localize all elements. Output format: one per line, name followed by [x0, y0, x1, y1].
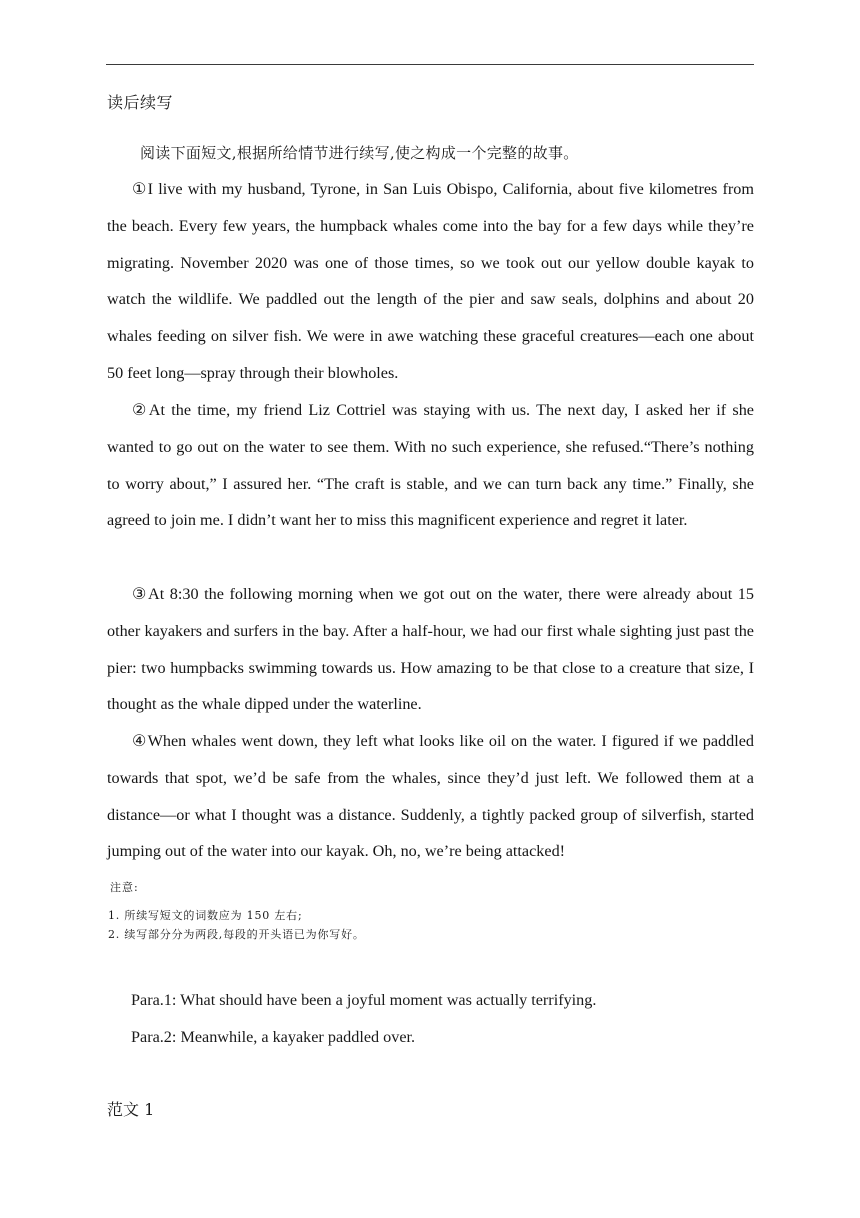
notes-label: 注意:	[110, 881, 139, 894]
story-paragraph-1: ①I live with my husband, Tyrone, in San Luis Obispo, California, about five kilometres from the beach. Every few years, the humpback whales come into the bay for a few days while they’re migrating. November 2020 was one of those times, so we took out our yellow double kayak to watch the wildlife. We paddled out the length of the pier and saw seals, dolphins and about 20 whales feeding on silver fish. We were in awe watching these graceful creatures—each one about 50 feet long—spray through their blowholes.	[107, 180, 754, 382]
story-paragraph-2: ②At the time, my friend Liz Cottriel was staying with us. The next day, I asked her if she wanted to go out on the water to see them. With no such experience, she refused.“There’s nothing to worry about,” I assured her. “The craft is stable, and we can turn back any time.” Finally, she agreed to join me. I didn’t want her to miss this magnificent experience and regret it later.	[107, 401, 754, 530]
sample-essay-title: 范文 1	[107, 1100, 155, 1119]
paragraph-1-opening: Para.1: What should have been a joyful moment was actually terrifying.	[131, 991, 597, 1009]
paragraph-2-opening: Para.2: Meanwhile, a kayaker paddled over.	[131, 1028, 416, 1046]
note-item-2: 2. 续写部分分为两段,每段的开头语已为你写好。	[108, 928, 365, 941]
task-instruction: 阅读下面短文,根据所给情节进行续写,使之构成一个完整的故事。	[140, 144, 579, 162]
story-paragraph-4: ④When whales went down, they left what looks like oil on the water. I figured if we paddled towards that spot, we’d be safe from the whales, since they’d just left. We followed them at a distance—or what I thought was a distance. Suddenly, a tightly packed group of silverfish, started jumping out of the water into our kayak. Oh, no, we’re being attacked!	[107, 732, 754, 861]
section-heading: 读后续写	[107, 93, 174, 112]
note-item-1: 1. 所续写短文的词数应为 150 左右;	[108, 909, 303, 922]
story-paragraph-3: ③At 8:30 the following morning when we got out on the water, there were already about 15 other kayakers and surfers in the bay. After a half-hour, we had our first whale sighting just past the pier: two humpbacks swimming towards us. How amazing to be that close to a creature that size, I thought as the whale dipped under the waterline.	[107, 585, 754, 714]
header-rule	[106, 64, 754, 65]
